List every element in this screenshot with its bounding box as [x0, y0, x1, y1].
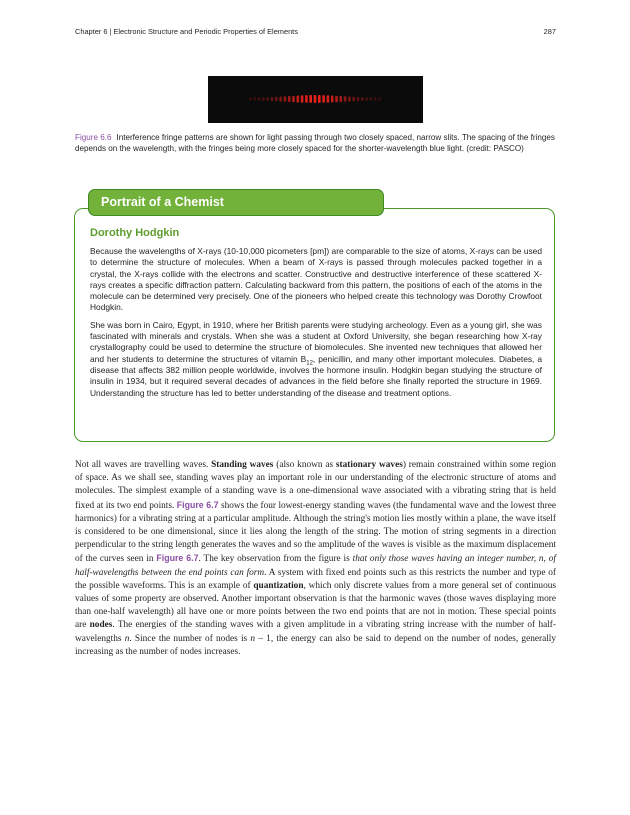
feature-box-tab [88, 189, 384, 216]
fringe-band [309, 95, 312, 103]
term-quantization: quantization [253, 580, 304, 591]
fringe-band [275, 97, 278, 102]
fringe-band [284, 96, 287, 102]
fringe-band [266, 97, 269, 101]
main-body-paragraph: Not all waves are travelling waves. Standing waves (also known as stationary waves) remain constrained within some region of space. As we shall see, standing waves play an important role in our understanding of the electronic structure of atoms and molecules. The simplest example of a standing wave is a one-dimensional wave associated with a vibrating string that is held fixed at its two end points. Figure 6.7 shows the four lowest-energy standing waves (the fundamental wave and the lowest three harmonics) for a vibrating string at a particular amplitude. Although the string's motion lies mostly within a plane, the wave itself is considered to be one dimensional, since it lies along the length of the string. The motion of string segments in a direction perpendicular to the string length generates the waves and so the amplitude of the waves is visible as the maximum displacement of the curves seen in Figure 6.7. The key observation from the figure is that only those waves having an integer number, n, of half-wavelengths between the end points can form. A system with fixed end points such as this restricts the number and type of the possible waveforms. This is an example of quantization, which only discrete values from a more general set of continuous values of some property are observed. Another important observation is that the harmonic waves (those waves displaying more than one-half wavelength) all have one or more points between the two end points that are not in motion. These special points are nodes. The energies of the standing waves with a given amplitude in a vibrating string increase with the number of half-wavelengths n. Since the number of nodes is n – 1, the energy can also be said to depend on the number of nodes, generally increasing as the number of nodes increases. [75, 460, 557, 657]
fringe-band [322, 95, 325, 103]
fringe-band [378, 97, 381, 100]
fringe-band [305, 95, 308, 103]
fringe-band [335, 96, 338, 103]
fringe-band [254, 97, 257, 100]
fringe-band [357, 97, 360, 101]
fringe-band [318, 95, 321, 103]
figure-caption-text: Interference fringe patterns are shown for light passing through two closely spaced, narrow slits. The spacing of the fringes depends on the wavelength, with the fringes being more closely spaced for the shorter-wavelength blue light. (credit: PASCO) [75, 133, 555, 153]
figure-label: Figure 6.6 [75, 133, 112, 142]
fringe-band [301, 95, 304, 102]
fringe-band [340, 96, 343, 102]
fringe-pattern-graphic [208, 76, 423, 123]
fringe-band [327, 95, 330, 102]
fringe-band [262, 97, 265, 101]
fringe-band [374, 97, 377, 100]
fringe-band [365, 97, 368, 101]
fringe-band [314, 95, 317, 103]
key-observation-italic: that only those waves having an integer number, n, of half-wavelengths between the end points can form [75, 554, 556, 578]
fringe-band [271, 97, 274, 101]
fringe-band [352, 97, 355, 102]
figure-6-7-link[interactable]: Figure 6.7 [176, 499, 219, 510]
page-number: 287 [543, 27, 556, 36]
term-stationary-waves: stationary waves [335, 460, 403, 470]
feature-paragraph-2: She was born in Cairo, Egypt, in 1910, where her British parents were studying archeology. Even as a young girl, she was fascinated with minerals and crystals. When she was a student at Oxford University, she began researching how X-ray crystallography could be used to determine the structure of biomolecules. She invented new techniques that allowed her and her students to determine the structures of vitamin $B_{12}$, penicillin, and many other important molecules. Diabetes, a disease that affects 382 million people worldwide, involves the hormone insulin. Hodgkin began studying the structure of insulin in 1934, but it required several decades of advances in the field before she finally reported the structure in 1969. Understanding the structure has led to better understanding of the disease and treatment options. [90, 319, 542, 398]
fringe-band [288, 96, 291, 102]
figure-6-7-link-2[interactable]: Figure 6.7 [156, 553, 199, 564]
fringe-band [292, 96, 295, 103]
fringe-band [297, 96, 300, 103]
figure-caption [75, 132, 555, 154]
subscript-12: 12 [306, 360, 313, 367]
fringe-band [344, 96, 347, 102]
fringe-band [331, 96, 334, 103]
interference-fringe-image [208, 76, 423, 123]
feature-box-body [90, 226, 542, 405]
fringe-band [370, 97, 373, 101]
fringe-band [258, 97, 261, 101]
feature-paragraph-1: Because the wavelengths of X-rays (10-10,000 picometers [pm]) are comparable to the size of atoms, X-rays can be used to determine the structure of molecules. When a beam of X-rays is passed through molecules packed together in a crystal, the X-rays collide with the electrons and scatter. Constructive and destructive interference of these scattered X-rays creates a specific diffraction pattern. Calculating backward from this pattern, the positions of each of the atoms in the molecule can be determined very precisely. One of the pioneers who helped create this technology was Dorothy Crowfoot Hodgkin. [90, 246, 542, 313]
fringe-band [249, 97, 252, 100]
chemist-name-heading: Dorothy Hodgkin [90, 227, 180, 239]
term-standing-waves: Standing waves [211, 460, 274, 470]
fringe-band [361, 97, 364, 101]
fringe-band [348, 97, 351, 102]
term-nodes: nodes [89, 620, 113, 631]
running-header-chapter: Chapter 6 | Electronic Structure and Periodic Properties of Elements [75, 27, 298, 36]
fringe-band [279, 97, 282, 102]
feature-box-title: Portrait of a Chemist [101, 195, 224, 209]
